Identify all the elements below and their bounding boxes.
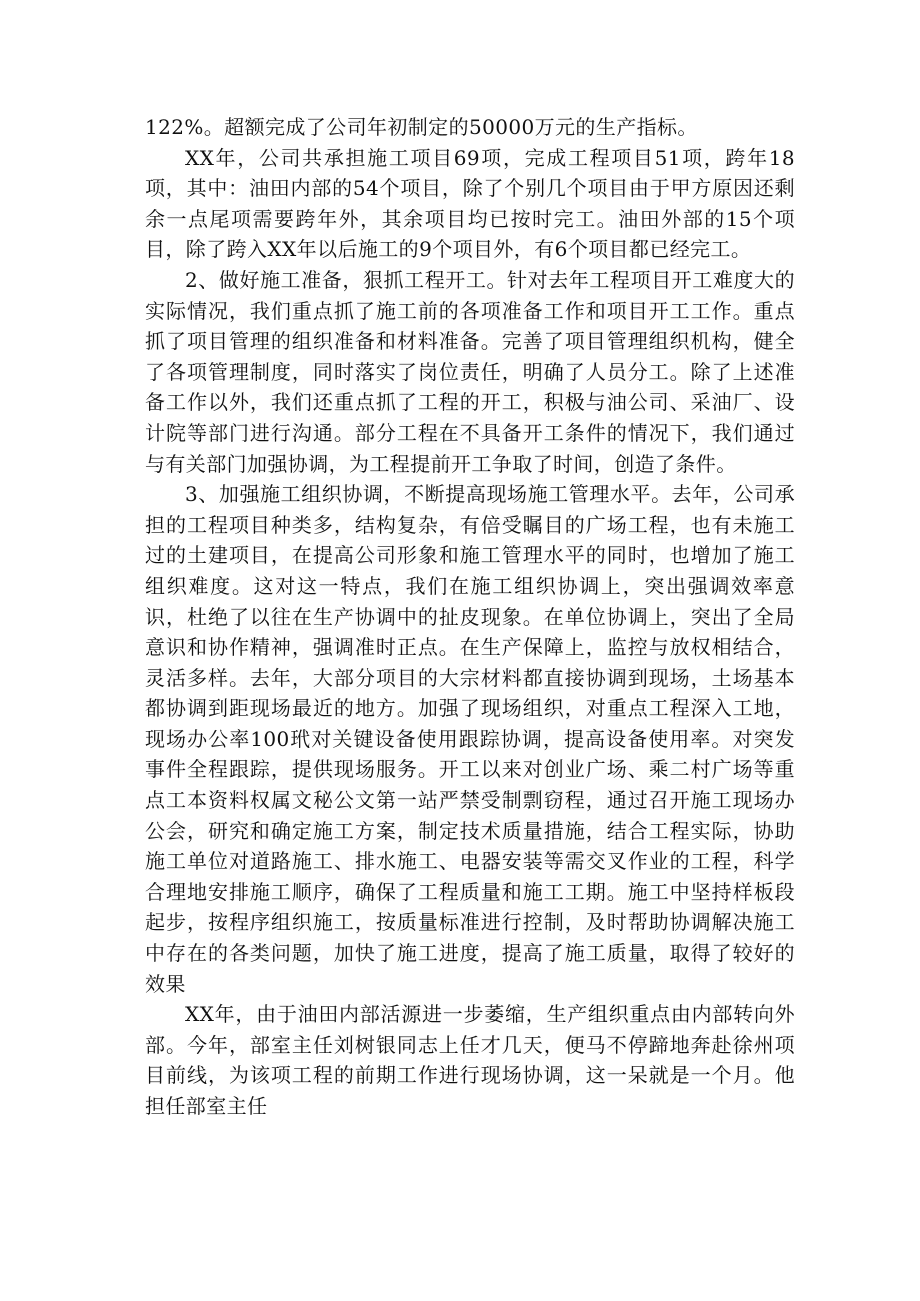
paragraph-completion-rate: 122%。超额完成了公司年初制定的50000万元的生产指标。	[145, 115, 698, 139]
document-body	[145, 112, 795, 1122]
paragraph-construction-preparation: 2、做好施工准备，狠抓工程开工。针对去年工程项目开工难度大的实际情况，我们重点抓了施工前的各项准备工作和项目开工工作。重点抓了项目管理的组织准备和材料准备。完善了项目管理组织机构，健全了各项管理制度，同时落实了岗位责任，明确了人员分工。除了上述准备工作以外，我们还重点抓了工程的开工，积极与油公司、采油厂、设计院等部门进行沟通。部分工程在不具备开工条件的情况下，我们通过与有关部门加强协调，为工程提前开工争取了时间，创造了条件。	[145, 267, 795, 476]
paragraph-external-projects: XX年，由于油田内部活源进一步萎缩，生产组织重点由内部转向外部。今年，部室主任刘树银同志上任才几天，便马不停蹄地奔赴徐州项目前线，为该项工程的前期工作进行现场协调，这一呆就是一个月。他担任部室主任	[145, 1002, 795, 1118]
paragraph-site-coordination: 3、加强施工组织协调，不断提高现场施工管理水平。去年，公司承担的工程项目种类多，结构复杂，有倍受瞩目的广场工程，也有未施工过的土建项目，在提高公司形象和施工管理水平的同时，也增加了施工组织难度。这对这一特点，我们在施工组织协调上，突出强调效率意识，杜绝了以往在生产协调中的扯皮现象。在单位协调上，突出了全局意识和协作精神，强调准时正点。在生产保障上，监控与放权相结合，灵活多样。去年，大部分项目的大宗材料都直接协调到现场，土场基本都协调到距现场最近的地方。加强了现场组织，对重点工程深入工地，现场办公率100玳对关键设备使用跟踪协调，提高设备使用率。对突发事件全程跟踪，提供现场服务。开工以来对创业广场、乘二村广场等重点工本资料权属文秘公文第一站严禁受制剽窃程，通过召开施工现场办公会，研究和确定施工方案，制定技术质量措施，结合工程实际，协助施工单位对道路施工、排水施工、电器安装等需交叉作业的工程，科学合理地安排施工顺序，确保了工程质量和施工工期。施工中坚持样板段起步，按程序组织施工，按质量标准进行控制，及时帮助协调解决施工中存在的各类问题，加快了施工进度，提高了施工质量，取得了较好的效果	[145, 482, 795, 996]
paragraph-project-summary: XX年，公司共承担施工项目69项，完成工程项目51项，跨年18项，其中：油田内部的54个项目，除了个别几个项目由于甲方原因还剩余一点尾项需要跨年外，其余项目均已按时完工。油田外部的15个项目，除了跨入XX年以后施工的9个项目外，有6个项目都已经完工。	[145, 145, 795, 262]
